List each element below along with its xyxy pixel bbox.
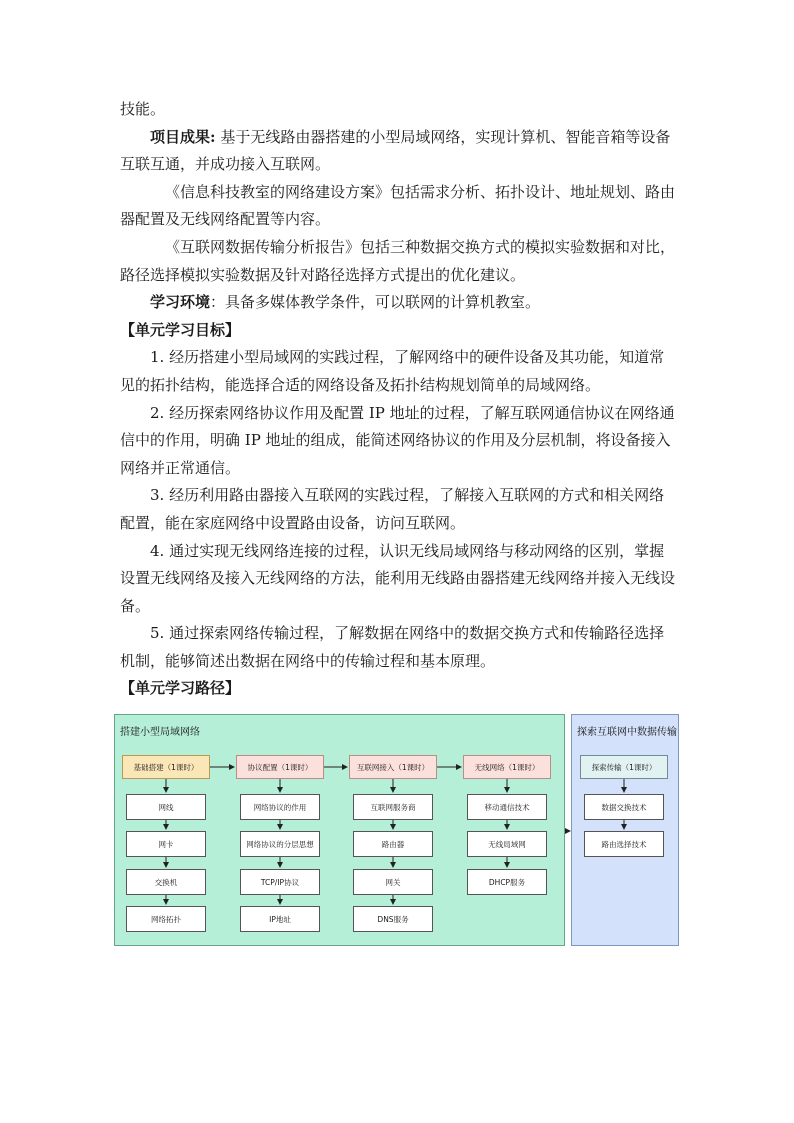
- node-switch: 交换机: [126, 869, 206, 895]
- node-protocol-layering: 网络协议的分层思想: [240, 831, 320, 857]
- node-dhcp: DHCP服务: [467, 869, 547, 895]
- node-topology: 网络拓扑: [126, 906, 206, 932]
- goal-item: 5. 通过探索网络传输过程，了解数据在网络中的数据交换方式和传输路径选择机制，能够简述出数据在网络中的传输过程和基本原理。: [120, 624, 665, 670]
- node-dns: DNS服务: [353, 906, 433, 932]
- node-mobile-comm: 移动通信技术: [467, 794, 547, 820]
- paragraph-network-plan: 《信息科技教室的网络建设方案》包括需求分析、拓扑设计、地址规划、路由器配置及无线网络配置等内容。: [120, 182, 676, 229]
- node-route-selection: 路由选择技术: [584, 831, 664, 857]
- node-ip-address: IP地址: [240, 906, 320, 932]
- node-gateway: 网关: [353, 869, 433, 895]
- node-isp: 互联网服务商: [353, 794, 433, 820]
- node-data-switching: 数据交换技术: [584, 794, 664, 820]
- panel-title-explore-transfer: 探索互联网中数据传输: [577, 727, 677, 738]
- node-nic: 网卡: [126, 831, 206, 857]
- node-protocol-role: 网络协议的作用: [240, 794, 320, 820]
- stage-internet-access: 互联网接入（1课时）: [349, 755, 437, 779]
- heading-learning-goals: 【单元学习目标】: [120, 320, 241, 339]
- stage-protocol-config: 协议配置（1课时）: [236, 755, 324, 779]
- goal-item: 1. 经历搭建小型局域网的实践过程，了解网络中的硬件设备及其功能，知道常见的拓扑结构，能选择合适的网络设备及拓扑结构规划简单的局域网络。: [120, 348, 665, 394]
- label-environment: 学习环境: [150, 293, 211, 312]
- goal-item: 4. 通过实现无线网络连接的过程，认识无线局域网络与移动网络的区别，掌握设置无线网络及接入无线网络的方法，能利用无线路由器搭建无线网络并接入无线设备。: [120, 541, 676, 615]
- body-text: [120, 96, 678, 703]
- label-project-result: 项目成果: [150, 127, 211, 146]
- node-cable: 网线: [126, 794, 206, 820]
- stage-basic-build: 基础搭建（1课时）: [122, 755, 210, 779]
- label-colon: :: [210, 127, 216, 146]
- paragraph: 技能。: [120, 100, 166, 118]
- paragraph-environment: [120, 289, 678, 317]
- environment-text: ：具备多媒体教学条件，可以联网的计算机教室。: [210, 293, 541, 312]
- project-result-text: 基于无线路由器搭建的小型局域网络，实现计算机、智能音箱等设备互联互通，并成功接入互联网。: [120, 127, 671, 174]
- panel-explore-transfer: [571, 714, 679, 946]
- learning-path-diagram: [114, 714, 680, 948]
- heading-learning-path: 【单元学习路径】: [120, 679, 241, 698]
- goal-item: 2. 经历探索网络协议作用及配置 IP 地址的过程，了解互联网通信协议在网络通信中的作用，明确 IP 地址的组成，能简述网络协议的作用及分层机制，将设备接入网络并正常通信。: [120, 403, 675, 477]
- stage-wireless: 无线网络（1课时）: [463, 755, 551, 779]
- panel-title-build-lan: 搭建小型局域网络: [120, 727, 200, 738]
- node-tcpip: TCP/IP协议: [240, 869, 320, 895]
- node-wlan: 无线局域网: [467, 831, 547, 857]
- goal-item: 3. 经历利用路由器接入互联网的实践过程，了解接入互联网的方式和相关网络配置，能在家庭网络中设置路由设备，访问互联网。: [120, 486, 665, 532]
- paragraph-project-result: [120, 124, 678, 179]
- node-router: 路由器: [353, 831, 433, 857]
- paragraph-analysis-report: 《互联网数据传输分析报告》包括三种数据交换方式的模拟实验数据和对比，路径选择模拟实验数据及针对路径选择方式提出的优化建议。: [120, 237, 676, 284]
- stage-explore-transfer: 探索传输（1课时）: [580, 755, 668, 779]
